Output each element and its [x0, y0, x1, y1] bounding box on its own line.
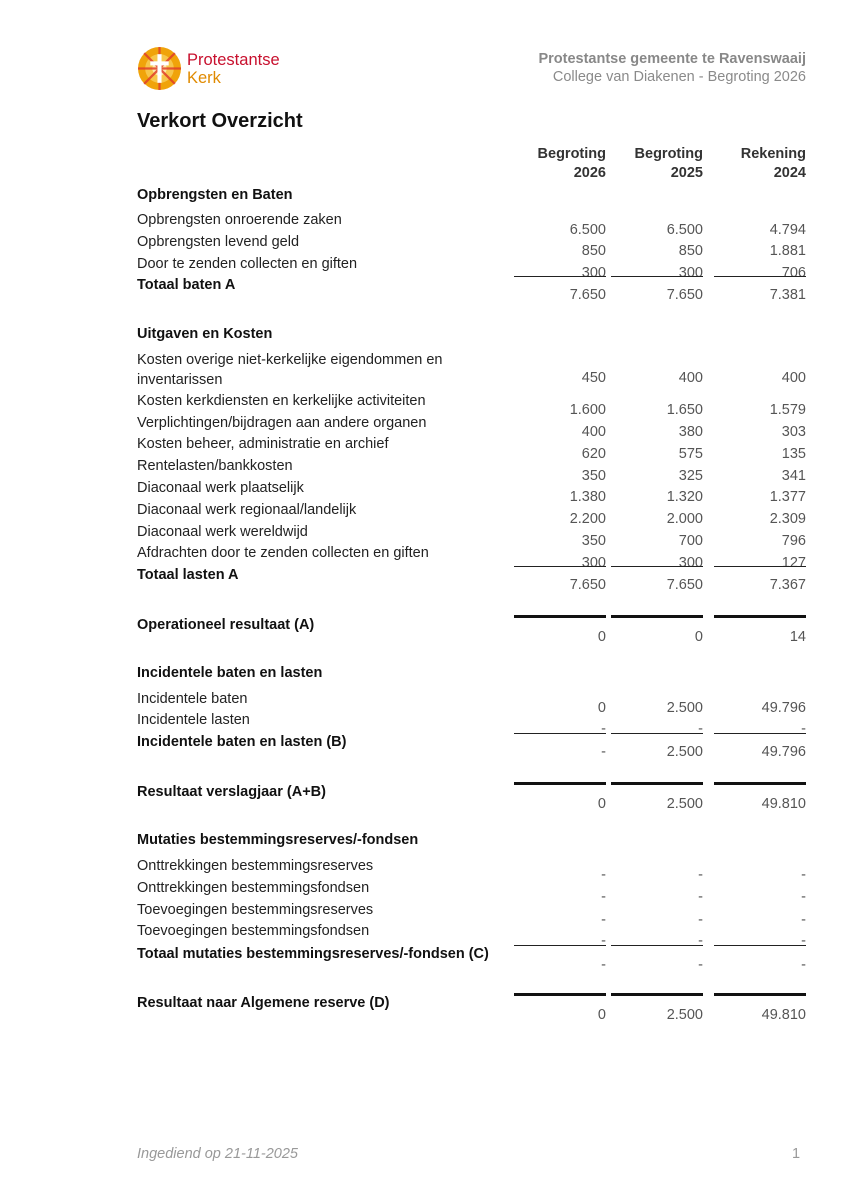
double-rule — [611, 993, 703, 996]
column-header-line1: Begroting — [634, 146, 703, 162]
value-cell: 14 — [789, 629, 806, 645]
value-cell: 300 — [581, 265, 606, 281]
row-label: Totaal mutaties bestemmingsreserves/-fondsen (C) — [137, 946, 489, 962]
organization-name: Protestantse gemeente te Ravenswaaij — [538, 51, 806, 67]
value-cell: 7.650 — [666, 287, 703, 303]
row-label: Resultaat naar Algemene reserve (D) — [137, 995, 390, 1011]
value-cell: 1.650 — [666, 402, 703, 418]
value-cell: 796 — [781, 533, 806, 549]
value-cell: 300 — [678, 265, 703, 281]
double-rule — [714, 615, 806, 618]
value-cell: 341 — [781, 468, 806, 484]
value-cell: 400 — [781, 370, 806, 386]
value-cell: 4.794 — [769, 222, 806, 238]
total-row — [137, 567, 806, 593]
table-row — [137, 545, 806, 571]
sum-rule — [611, 276, 703, 277]
row-label: Afdrachten door te zenden collecten en giften — [137, 545, 429, 561]
row-label: Diaconaal werk wereldwijd — [137, 524, 308, 540]
submitted-date: Ingediend op 21-11-2025 — [137, 1146, 298, 1162]
value-cell: 300 — [581, 555, 606, 571]
row-label: Opbrengsten en Baten — [137, 187, 293, 203]
column-header-year: 2025 — [670, 165, 703, 181]
row-label: Operationeel resultaat (A) — [137, 617, 315, 633]
table-row — [137, 212, 806, 238]
value-cell: 1.579 — [769, 402, 806, 418]
row-label: Kosten beheer, administratie en archief — [137, 436, 389, 452]
double-rule — [611, 615, 703, 618]
value-cell: 1.377 — [769, 489, 806, 505]
value-cell: - — [801, 867, 806, 883]
value-cell: - — [601, 933, 606, 949]
value-cell: - — [698, 867, 703, 883]
logo-line1: Protestantse — [187, 50, 280, 69]
value-cell: 49.810 — [761, 1007, 806, 1023]
value-cell: 0 — [597, 700, 606, 716]
row-label: Toevoegingen bestemmingsreserves — [137, 902, 374, 918]
sum-rule — [714, 276, 806, 277]
value-cell: - — [801, 889, 806, 905]
column-header-year: 2026 — [573, 165, 606, 181]
value-cell: - — [601, 912, 606, 928]
double-rule — [611, 782, 703, 785]
protestantse-kerk-logo — [137, 46, 280, 91]
value-cell: 49.796 — [761, 700, 806, 716]
value-cell: 850 — [678, 243, 703, 259]
sum-rule — [514, 566, 606, 567]
row-label: Uitgaven en Kosten — [137, 326, 273, 342]
value-cell: - — [698, 912, 703, 928]
value-cell: 2.309 — [769, 511, 806, 527]
section-heading-row — [137, 326, 806, 348]
value-cell: 135 — [781, 446, 806, 462]
value-cell: 2.500 — [666, 796, 703, 812]
row-label: Diaconaal werk regionaal/landelijk — [137, 502, 357, 518]
table-row — [137, 256, 806, 281]
value-cell: - — [801, 912, 806, 928]
value-cell: 303 — [781, 424, 806, 440]
value-cell: 0 — [694, 629, 703, 645]
sum-rule — [714, 566, 806, 567]
value-cell: 400 — [678, 370, 703, 386]
value-cell: 325 — [678, 468, 703, 484]
row-label: Kosten overige niet-kerkelijke eigendommen en inventarissen — [137, 352, 443, 388]
value-cell: 6.500 — [569, 222, 606, 238]
value-cell: 0 — [597, 796, 606, 812]
table-row — [137, 393, 806, 418]
sum-rule — [714, 733, 806, 734]
value-cell: 7.650 — [569, 287, 606, 303]
value-cell: 620 — [581, 446, 606, 462]
table-row — [137, 880, 806, 905]
row-label: Onttrekkingen bestemmingsfondsen — [137, 880, 370, 896]
total-row — [137, 277, 806, 303]
value-cell: 7.367 — [769, 577, 806, 593]
value-cell: 1.881 — [769, 243, 806, 259]
double-rule — [514, 615, 606, 618]
value-cell: 1.600 — [569, 402, 606, 418]
value-cell: 2.500 — [666, 700, 703, 716]
value-cell: - — [601, 744, 606, 760]
value-cell: 1.320 — [666, 489, 703, 505]
value-cell: 0 — [597, 629, 606, 645]
sum-rule — [514, 945, 606, 946]
page-number: 1 — [792, 1146, 801, 1162]
value-cell: 350 — [581, 533, 606, 549]
value-cell: 450 — [581, 370, 606, 386]
row-label: Kosten kerkdiensten en kerkelijke activiteiten — [137, 393, 426, 409]
value-cell: 2.500 — [666, 744, 703, 760]
total-row — [137, 734, 806, 760]
double-rule — [714, 993, 806, 996]
value-cell: 7.650 — [666, 577, 703, 593]
row-label: Onttrekkingen bestemmingsreserves — [137, 858, 374, 874]
column-header-year: 2024 — [773, 165, 806, 181]
table-row — [137, 350, 806, 388]
table-row — [137, 234, 806, 259]
table-row — [137, 436, 806, 462]
table-row — [137, 524, 806, 549]
value-cell: 0 — [597, 1007, 606, 1023]
table-row — [137, 712, 806, 737]
value-cell: - — [698, 721, 703, 737]
row-label: Door te zenden collecten en giften — [137, 256, 358, 272]
table-row — [137, 902, 806, 928]
result-row — [137, 617, 806, 645]
sum-rule — [611, 733, 703, 734]
value-cell: - — [698, 957, 703, 973]
value-cell: - — [601, 957, 606, 973]
table-row — [137, 480, 806, 505]
table-row — [137, 458, 806, 484]
result-row — [137, 995, 806, 1023]
document-subtitle: College van Diakenen - Begroting 2026 — [552, 69, 806, 85]
value-cell: 700 — [678, 533, 703, 549]
row-label: Incidentele baten en lasten (B) — [137, 734, 347, 750]
column-header — [510, 145, 606, 183]
sum-rule — [611, 945, 703, 946]
row-label: Toevoegingen bestemmingsfondsen — [137, 923, 370, 939]
row-label: Incidentele baten en lasten — [137, 665, 323, 681]
row-label: Totaal lasten A — [137, 567, 239, 583]
row-label: Resultaat verslagjaar (A+B) — [137, 784, 326, 800]
value-cell: 575 — [678, 446, 703, 462]
sum-rule — [714, 945, 806, 946]
row-label: Opbrengsten onroerende zaken — [137, 212, 342, 228]
table-row — [137, 858, 806, 883]
value-cell: - — [601, 721, 606, 737]
value-cell: 1.380 — [569, 489, 606, 505]
value-cell: 400 — [581, 424, 606, 440]
sun-cross-icon — [137, 46, 182, 91]
value-cell: 49.796 — [761, 744, 806, 760]
row-label: Rentelasten/bankkosten — [137, 458, 293, 474]
total-row — [137, 946, 806, 973]
double-rule — [514, 993, 606, 996]
value-cell: 2.200 — [569, 511, 606, 527]
section-heading-row — [137, 832, 806, 854]
row-label: Incidentele baten — [137, 691, 248, 707]
double-rule — [714, 782, 806, 785]
section-heading-row — [137, 187, 806, 209]
column-header-line1: Begroting — [537, 146, 606, 162]
value-cell: 300 — [678, 555, 703, 571]
value-cell: 127 — [781, 555, 806, 571]
row-label: Diaconaal werk plaatselijk — [137, 480, 304, 496]
sum-rule — [514, 276, 606, 277]
sum-rule — [514, 733, 606, 734]
value-cell: 6.500 — [666, 222, 703, 238]
value-cell: 2.000 — [666, 511, 703, 527]
value-cell: - — [801, 933, 806, 949]
value-cell: 850 — [581, 243, 606, 259]
sum-rule — [611, 566, 703, 567]
column-header-line1: Rekening — [740, 146, 806, 162]
value-cell: 7.650 — [569, 577, 606, 593]
double-rule — [514, 782, 606, 785]
value-cell: 2.500 — [666, 1007, 703, 1023]
section-heading-row — [137, 665, 806, 687]
column-header — [607, 145, 703, 183]
result-row — [137, 784, 806, 812]
table-row — [137, 691, 806, 716]
table-row — [137, 923, 806, 949]
logo-line2: Kerk — [187, 68, 221, 87]
row-label: Verplichtingen/bijdragen aan andere organen — [137, 415, 427, 431]
row-label: Totaal baten A — [137, 277, 236, 293]
row-label: Incidentele lasten — [137, 712, 250, 728]
value-cell: 350 — [581, 468, 606, 484]
row-label: Opbrengsten levend geld — [137, 234, 300, 250]
value-cell: - — [601, 889, 606, 905]
document-header — [538, 50, 806, 86]
value-cell: 7.381 — [769, 287, 806, 303]
row-label: Mutaties bestemmingsreserves/-fondsen — [137, 832, 419, 848]
value-cell: 49.810 — [761, 796, 806, 812]
value-cell: - — [698, 889, 703, 905]
column-header — [710, 145, 806, 183]
value-cell: 380 — [678, 424, 703, 440]
table-row — [137, 502, 806, 527]
value-cell: - — [698, 933, 703, 949]
table-row — [137, 415, 806, 440]
value-cell: 706 — [781, 265, 806, 281]
value-cell: - — [601, 867, 606, 883]
page-title: Verkort Overzicht — [137, 110, 303, 132]
value-cell: - — [801, 721, 806, 737]
value-cell: - — [801, 957, 806, 973]
